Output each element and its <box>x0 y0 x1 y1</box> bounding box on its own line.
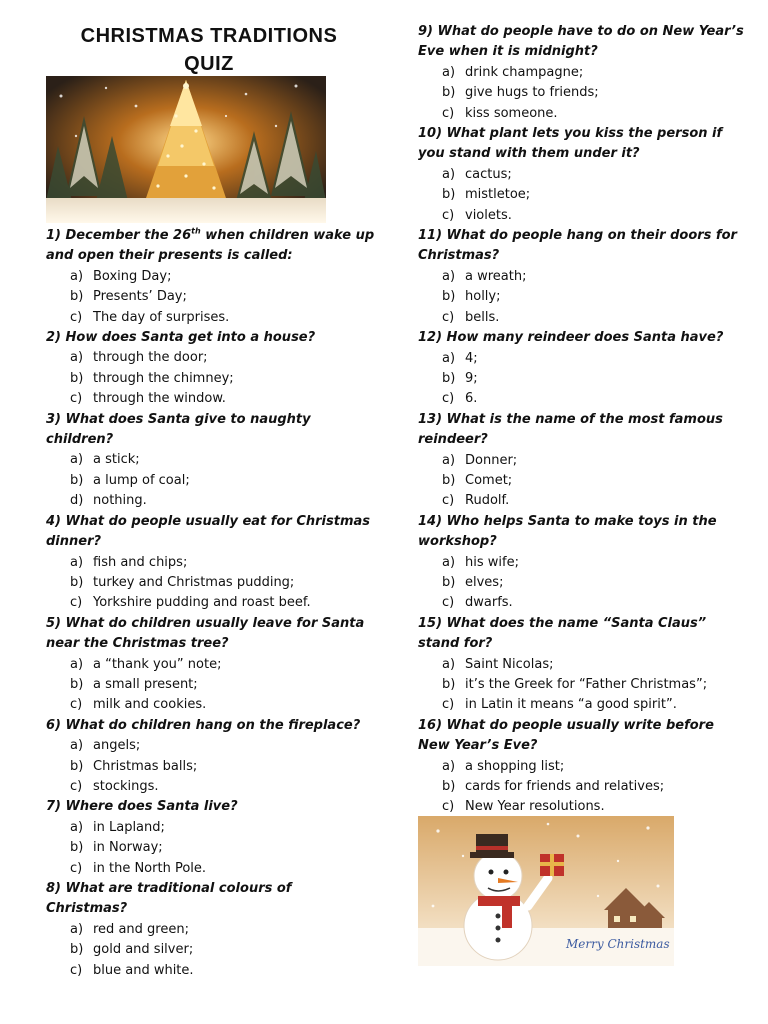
answer-option <box>442 695 748 715</box>
answer-option <box>442 797 748 817</box>
right-question-column <box>418 22 748 818</box>
option-letter: c) <box>70 962 83 978</box>
question-text-main: 1) December the 26 <box>46 228 192 243</box>
answer-option <box>442 206 748 226</box>
answer-option <box>70 267 376 287</box>
answer-option <box>70 491 376 511</box>
option-letter: c) <box>70 391 83 407</box>
question-2 <box>46 328 376 410</box>
question-text-main: 14) Who helps Santa to make toys in the workshop? <box>418 513 717 550</box>
answer-options <box>46 655 376 716</box>
answer-options <box>46 736 376 797</box>
answer-option <box>442 491 748 511</box>
answer-option <box>70 389 376 409</box>
option-letter: a) <box>70 350 84 366</box>
question-11 <box>418 226 748 328</box>
option-text: cards for friends and relatives; <box>465 779 665 795</box>
option-letter: d) <box>70 493 84 509</box>
option-text: a “thank you” note; <box>93 656 222 672</box>
option-text: red and green; <box>93 921 189 937</box>
answer-option <box>442 104 748 124</box>
question-text-continuation: when children wake up and open their presents is called: <box>46 228 375 264</box>
answer-option <box>442 451 748 471</box>
answer-option <box>70 308 376 328</box>
answer-option <box>442 471 748 491</box>
question-text-main: 8) What are traditional colours of Christmas? <box>46 881 292 917</box>
option-letter: b) <box>442 370 456 386</box>
answer-options <box>418 349 748 410</box>
question-15 <box>418 614 748 716</box>
question-12 <box>418 328 748 410</box>
answer-option <box>442 267 748 287</box>
question-text <box>418 512 748 553</box>
option-letter: a) <box>442 758 456 774</box>
title-line-2: QUIZ <box>184 53 234 75</box>
option-text: angels; <box>93 738 141 754</box>
option-letter: c) <box>70 778 83 794</box>
option-text: violets. <box>465 207 512 223</box>
question-text-main: 10) What plant lets you kiss the person if you stand with them under it? <box>418 126 723 162</box>
answer-option <box>442 573 748 593</box>
question-text <box>418 614 748 655</box>
answer-options <box>46 818 376 879</box>
option-letter: a) <box>442 452 456 468</box>
question-7 <box>46 797 376 879</box>
option-letter: b) <box>70 574 84 590</box>
option-text: it’s the Greek for “Father Christmas”; <box>465 677 708 692</box>
option-letter: c) <box>442 799 455 815</box>
option-letter: a) <box>70 921 84 937</box>
question-13 <box>418 410 748 512</box>
answer-option <box>70 859 376 879</box>
answer-option <box>70 675 376 695</box>
question-text <box>46 328 376 348</box>
option-letter: b) <box>442 289 456 305</box>
question-6 <box>46 716 376 798</box>
question-text <box>418 328 748 348</box>
answer-options <box>46 920 376 981</box>
answer-option <box>442 83 748 103</box>
answer-option <box>442 287 748 307</box>
question-text-main: 9) What do people have to do on New Year’s Eve when it is midnight? <box>418 24 744 60</box>
question-text <box>418 124 748 165</box>
answer-option <box>70 736 376 756</box>
option-text: kiss someone. <box>465 105 558 121</box>
option-text: Comet; <box>465 472 513 488</box>
answer-option <box>70 553 376 573</box>
answer-option <box>442 308 748 328</box>
option-text: stockings. <box>93 778 159 794</box>
question-text <box>418 22 748 63</box>
option-letter: c) <box>70 860 83 876</box>
answer-option <box>442 165 748 185</box>
question-text <box>46 716 376 736</box>
answer-option <box>70 348 376 368</box>
answer-option <box>70 450 376 470</box>
option-text: elves; <box>465 574 504 590</box>
option-text: Christmas balls; <box>93 758 198 774</box>
option-text: gold and silver; <box>93 942 194 958</box>
option-letter: a) <box>442 656 456 672</box>
option-letter: a) <box>70 268 84 284</box>
question-text-main: 13) What is the name of the most famous reindeer? <box>418 411 723 448</box>
question-text-main: 12) How many reindeer does Santa have? <box>418 330 724 346</box>
answer-options <box>46 267 376 328</box>
answer-option <box>442 553 748 573</box>
answer-option <box>442 369 748 389</box>
option-text: in Lapland; <box>93 819 165 835</box>
answer-options <box>418 451 748 512</box>
answer-option <box>70 655 376 675</box>
answer-option <box>70 961 376 981</box>
option-letter: c) <box>442 595 455 611</box>
christmas-tree-picture <box>46 76 326 223</box>
answer-options <box>418 757 748 818</box>
question-14 <box>418 512 748 614</box>
answer-option <box>70 573 376 593</box>
option-text: a wreath; <box>465 268 527 284</box>
answer-option <box>70 369 376 389</box>
question-10 <box>418 124 748 226</box>
answer-option <box>442 185 748 205</box>
option-text: blue and white. <box>93 962 194 978</box>
option-text: Saint Nicolas; <box>465 656 554 672</box>
option-letter: b) <box>442 187 456 203</box>
question-text-main: 7) Where does Santa live? <box>46 799 238 815</box>
question-4 <box>46 512 376 614</box>
option-text: The day of surprises. <box>93 309 230 325</box>
option-text: mistletoe; <box>465 187 531 203</box>
question-text <box>46 879 376 920</box>
option-text: 6. <box>465 391 478 407</box>
question-text <box>418 226 748 267</box>
option-text: Donner; <box>465 452 518 468</box>
question-text-main: 15) What does the name “Santa Claus” stand for? <box>418 615 707 652</box>
answer-option <box>70 940 376 960</box>
quiz-title <box>46 22 372 78</box>
question-text <box>46 797 376 817</box>
option-text: a lump of coal; <box>93 472 190 488</box>
option-letter: b) <box>70 840 84 856</box>
option-letter: a) <box>442 554 456 570</box>
option-text: in Norway; <box>93 840 163 856</box>
option-letter: b) <box>70 676 84 692</box>
option-text: through the chimney; <box>93 370 234 386</box>
option-letter: b) <box>70 370 84 386</box>
option-letter: c) <box>70 595 83 611</box>
left-question-column <box>46 226 376 981</box>
option-text: cactus; <box>465 166 512 182</box>
option-text: Boxing Day; <box>93 268 172 284</box>
option-text: bells. <box>465 309 500 325</box>
question-text-superscript: th <box>191 226 201 236</box>
option-letter: a) <box>70 738 84 754</box>
option-letter: b) <box>442 677 456 692</box>
option-letter: c) <box>442 697 455 713</box>
option-letter: b) <box>70 942 84 958</box>
option-letter: a) <box>442 166 456 182</box>
option-text: 4; <box>465 350 478 366</box>
question-8 <box>46 879 376 981</box>
option-letter: b) <box>442 472 456 488</box>
option-text: give hugs to friends; <box>465 85 599 101</box>
option-letter: b) <box>442 85 456 101</box>
question-text <box>46 226 376 267</box>
option-letter: b) <box>70 472 84 488</box>
option-letter: a) <box>70 656 84 672</box>
answer-option <box>70 287 376 307</box>
option-text: nothing. <box>93 493 147 509</box>
answer-option <box>442 757 748 777</box>
answer-options <box>46 348 376 409</box>
option-letter: c) <box>70 697 83 713</box>
answer-option <box>70 471 376 491</box>
answer-option <box>442 777 748 797</box>
option-letter: a) <box>442 350 456 366</box>
option-letter: c) <box>442 309 455 325</box>
question-text <box>418 716 748 757</box>
answer-option <box>70 777 376 797</box>
answer-option <box>70 695 376 715</box>
title-line-1: CHRISTMAS TRADITIONS <box>80 25 338 47</box>
answer-option <box>442 389 748 409</box>
question-5 <box>46 614 376 716</box>
option-text: a shopping list; <box>465 758 565 774</box>
option-text: 9; <box>465 370 478 386</box>
option-letter: c) <box>442 105 455 121</box>
option-text: New Year resolutions. <box>465 799 605 815</box>
answer-option <box>70 818 376 838</box>
answer-options <box>46 450 376 511</box>
option-letter: b) <box>442 779 456 795</box>
option-letter: a) <box>70 819 84 835</box>
answer-option <box>70 593 376 613</box>
answer-option <box>442 593 748 613</box>
answer-option <box>442 655 748 675</box>
answer-option <box>442 63 748 83</box>
option-letter: c) <box>442 207 455 223</box>
option-letter: b) <box>70 758 84 774</box>
answer-option <box>70 920 376 940</box>
question-text <box>46 614 376 655</box>
answer-options <box>418 553 748 614</box>
answer-options <box>418 655 748 716</box>
option-letter: a) <box>70 554 84 570</box>
answer-options <box>46 553 376 614</box>
option-letter: a) <box>442 64 456 80</box>
option-text: holly; <box>465 289 501 305</box>
question-3 <box>46 410 376 512</box>
option-text: his wife; <box>465 554 519 570</box>
option-text: through the window. <box>93 391 226 407</box>
option-letter: a) <box>442 268 456 284</box>
question-1 <box>46 226 376 328</box>
option-letter: a) <box>70 452 84 468</box>
snowman-picture <box>418 816 674 966</box>
option-text: Yorkshire pudding and roast beef. <box>93 595 311 611</box>
option-text: fish and chips; <box>93 554 188 570</box>
option-text: Presents’ Day; <box>93 289 187 305</box>
option-text: a stick; <box>93 452 140 468</box>
answer-option <box>442 675 748 695</box>
question-text-main: 11) What do people hang on their doors for Christmas? <box>418 228 737 264</box>
option-text: a small present; <box>93 676 198 692</box>
question-text <box>46 410 376 451</box>
question-text-main: 3) What does Santa give to naughty children? <box>46 411 311 448</box>
option-letter: c) <box>70 309 83 325</box>
question-text-main: 4) What do people usually eat for Christmas dinner? <box>46 513 370 550</box>
answer-option <box>442 349 748 369</box>
question-16 <box>418 716 748 818</box>
option-text: dwarfs. <box>465 595 513 611</box>
answer-option <box>70 838 376 858</box>
option-text: in Latin it means “a good spirit”. <box>465 697 677 713</box>
option-text: drink champagne; <box>465 64 584 80</box>
merry-christmas-caption: Merry Christmas <box>566 937 670 951</box>
question-text-main: 2) How does Santa get into a house? <box>46 330 316 346</box>
answer-option <box>70 757 376 777</box>
option-letter: c) <box>442 493 455 509</box>
question-text-main: 16) What do people usually write before New Year’s Eve? <box>418 717 714 754</box>
option-letter: b) <box>70 289 84 305</box>
question-9 <box>418 22 748 124</box>
question-text <box>418 410 748 451</box>
option-text: milk and cookies. <box>93 697 207 713</box>
question-text-main: 5) What do children usually leave for Santa near the Christmas tree? <box>46 615 365 652</box>
answer-options <box>418 165 748 226</box>
option-text: through the door; <box>93 350 208 366</box>
option-text: in the North Pole. <box>93 860 207 876</box>
option-text: turkey and Christmas pudding; <box>93 574 295 590</box>
question-text <box>46 512 376 553</box>
option-letter: c) <box>442 391 455 407</box>
option-text: Rudolf. <box>465 493 510 509</box>
answer-options <box>418 63 748 124</box>
option-letter: b) <box>442 574 456 590</box>
answer-options <box>418 267 748 328</box>
question-text-main: 6) What do children hang on the fireplace? <box>46 717 361 733</box>
